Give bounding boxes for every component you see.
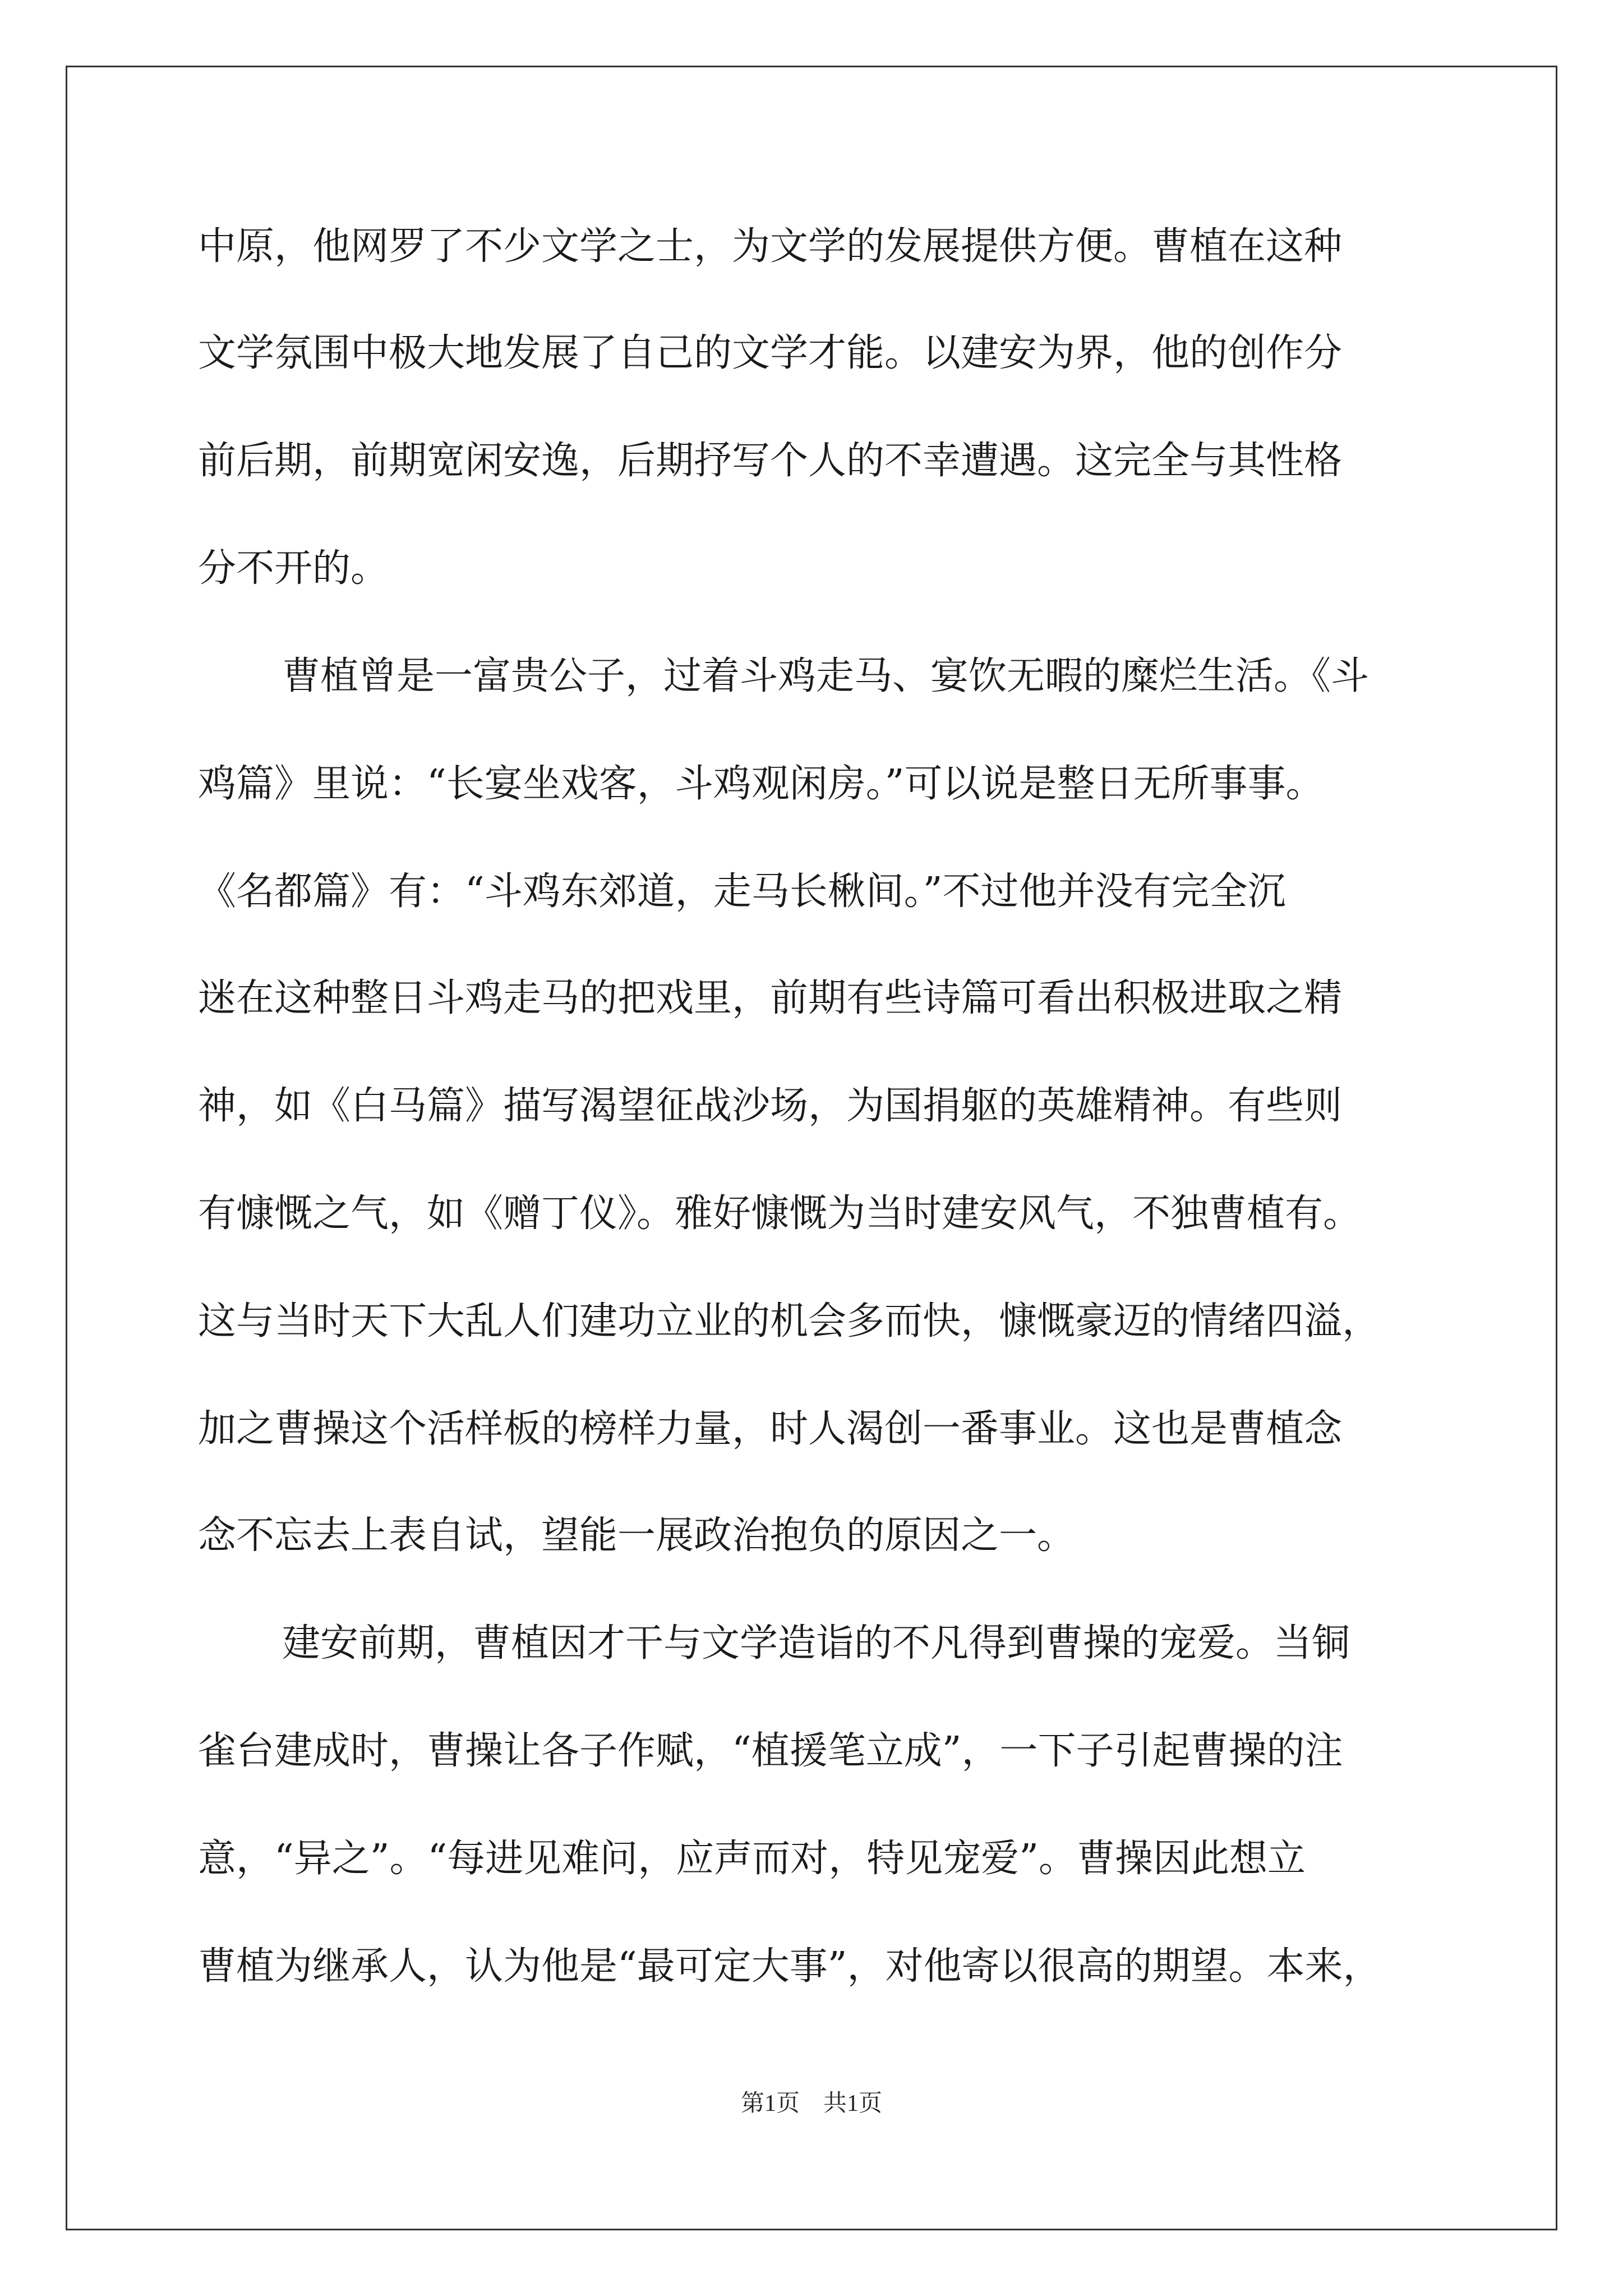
paragraph-first-line: 曹植曾是一富贵公子，过着斗鸡走马、宴饮无暇的糜烂生活。《斗	[282, 654, 1370, 698]
text-line: 念不忘去上表自试，望能一展政治抱负的原因之一。	[198, 1513, 1076, 1558]
text-line: 分不开的。	[198, 546, 389, 591]
text-line: 迷在这种整日斗鸡走马的把戏里，前期有些诗篇可看出积极进取之精	[198, 976, 1343, 1020]
text-line: 雀台建成时，曹操让各子作赋，“植援笔立成”，一下子引起曹操的注	[198, 1729, 1343, 1773]
text-line: 意，“异之”。“每进见难问，应声而对，特见宠爱”。曹操因此想立	[198, 1837, 1306, 1881]
text-line: 中原，他网罗了不少文学之士，为文学的发展提供方便。曹植在这种	[198, 224, 1343, 269]
page-border	[66, 66, 1557, 2230]
text-line: 《名都篇》有：“斗鸡东郊道，走马长楸间。”不过他并没有完全沉	[198, 869, 1286, 914]
text-line: 鸡篇》里说：“长宴坐戏客，斗鸡观闲房。”可以说是整日无所事事。	[198, 762, 1324, 806]
text-line: 文学氛围中极大地发展了自己的文学才能。以建安为界，他的创作分	[198, 331, 1343, 375]
paragraph-first-line: 建安前期，曹植因才干与文学造诣的不凡得到曹操的宠爱。当铜	[282, 1621, 1350, 1665]
page-number-footer: 第1页 共1页	[740, 2091, 882, 2116]
text-line: 曹植为继承人，认为他是“最可定大事”，对他寄以很高的期望。本来，	[198, 1944, 1381, 1989]
text-line: 神，如《白马篇》描写渴望征战沙场，为国捐躯的英雄精神。有些则	[198, 1084, 1343, 1128]
text-line: 这与当时天下大乱人们建功立业的机会多而快，慷慨豪迈的情绪四溢，	[198, 1299, 1381, 1343]
text-line: 前后期，前期宽闲安逸，后期抒写个人的不幸遭遇。这完全与其性格	[198, 439, 1343, 483]
text-line: 加之曹操这个活样板的榜样力量，时人渴创一番事业。这也是曹植念	[198, 1407, 1343, 1451]
text-line: 有慷慨之气，如《赠丁仪》。雅好慷慨为当时建安风气，不独曹植有。	[198, 1191, 1362, 1236]
